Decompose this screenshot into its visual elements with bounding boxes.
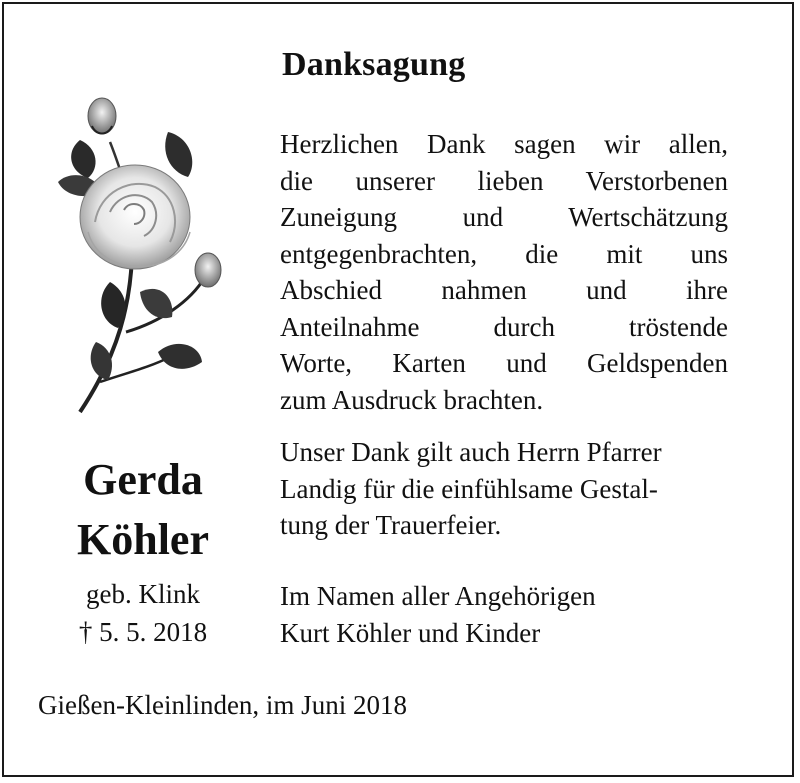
thanks-paragraph bbox=[280, 126, 760, 418]
thanks-line: entgegenbrachten, die mit uns bbox=[280, 238, 728, 269]
thanks-line: Abschied nahmen und ihre bbox=[280, 275, 728, 305]
pastor-thanks-line: Unser Dank gilt auch Herrn Pfarrer bbox=[280, 437, 662, 467]
deceased-last-name: Köhler bbox=[77, 515, 209, 564]
deceased-death-date: † 5. 5. 2018 bbox=[78, 617, 208, 647]
deceased-first-name: Gerda bbox=[83, 455, 203, 504]
thanks-line: die unserer lieben Verstorbenen bbox=[280, 165, 728, 196]
thanks-line: zum Ausdruck brachten. bbox=[280, 384, 544, 415]
place-date-line: Gießen-Kleinlinden, im Juni 2018 bbox=[38, 690, 407, 720]
signature-line: Im Namen aller Angehörigen bbox=[280, 581, 596, 611]
notice-heading: Danksagung bbox=[282, 46, 466, 83]
pastor-thanks-paragraph bbox=[280, 434, 760, 544]
rose-icon bbox=[40, 82, 240, 422]
thanks-line: Anteilnahme durch tröstende bbox=[280, 311, 728, 342]
deceased-birth-name: geb. Klink bbox=[86, 579, 200, 609]
thanks-line: Worte, Karten und Geldspenden bbox=[280, 348, 728, 378]
pastor-thanks-line: Landig für die einfühlsame Gestal- bbox=[280, 473, 658, 504]
thanks-line: Zuneigung und Wertschätzung bbox=[280, 202, 728, 232]
pastor-thanks-line: tung der Trauerfeier. bbox=[280, 510, 502, 540]
thanks-line: Herzlichen Dank sagen wir allen, bbox=[280, 129, 728, 159]
signature-line: Kurt Köhler und Kinder bbox=[280, 617, 541, 648]
signature-block bbox=[280, 578, 760, 651]
